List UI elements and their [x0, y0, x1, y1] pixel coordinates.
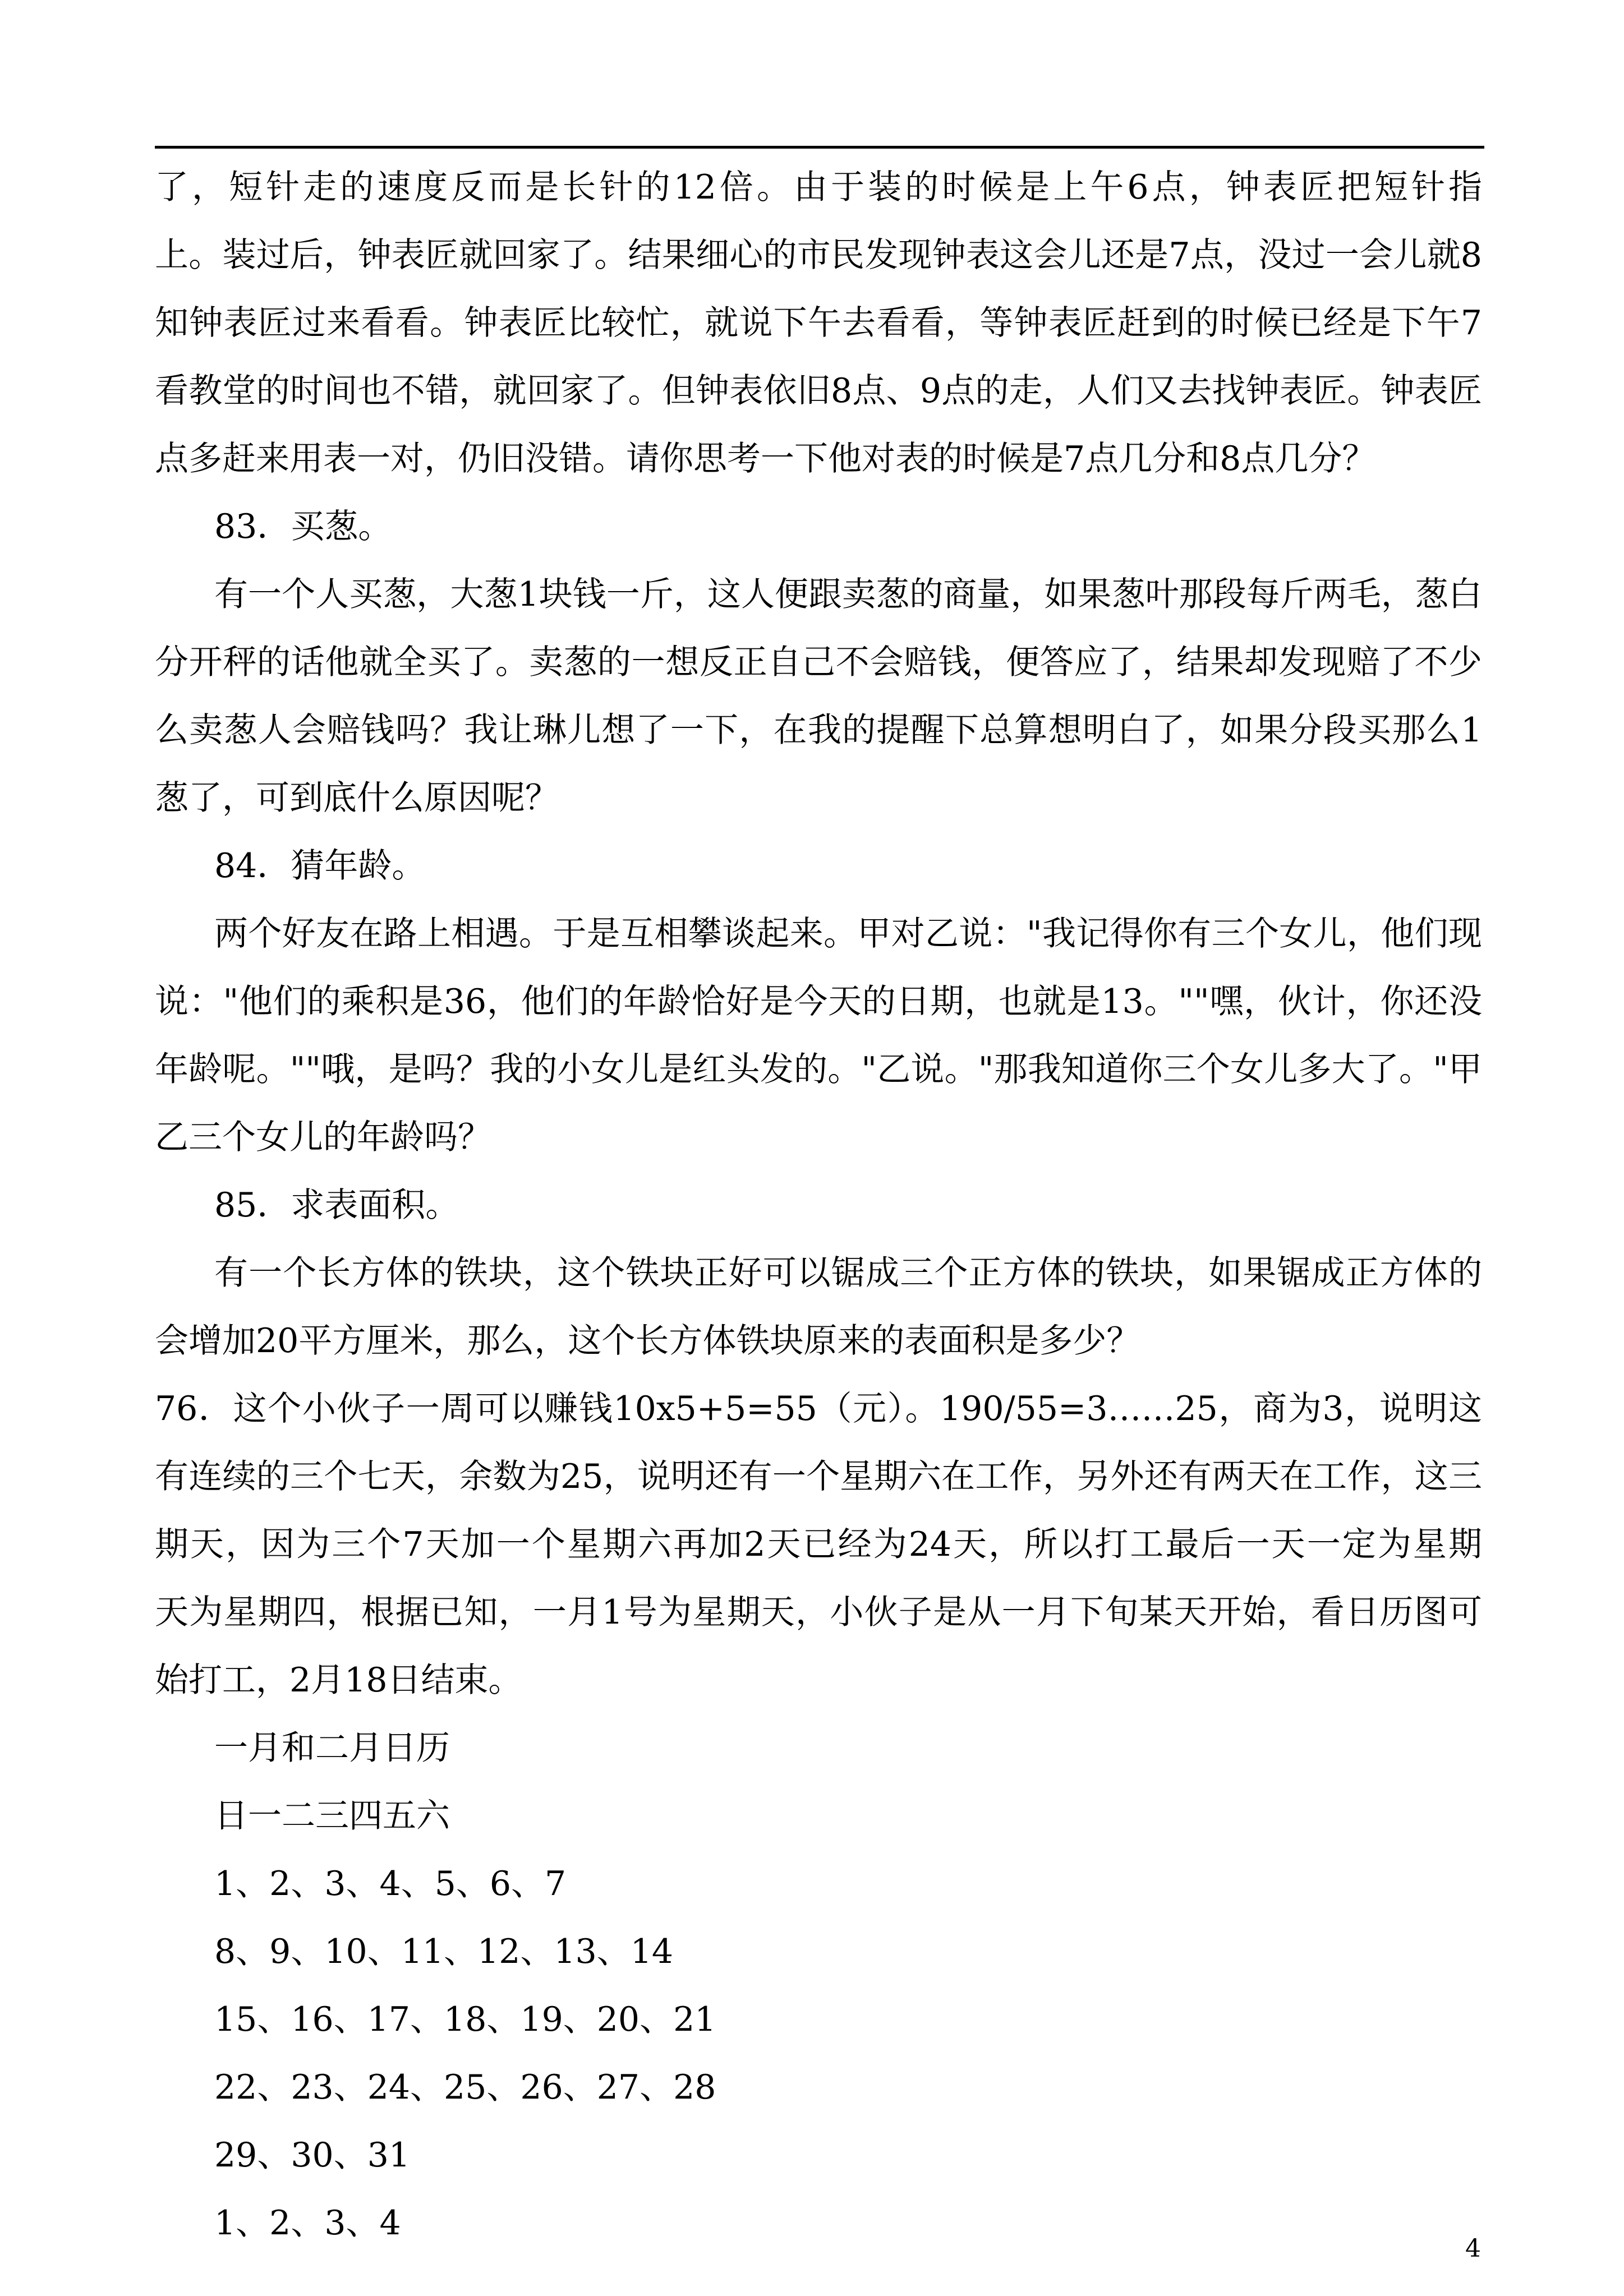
text-line: 说："他们的乘积是36，他们的年龄恰好是今天的日期，也就是13。""嘿，伙计，你还没 [155, 982, 1482, 1021]
text-line: 会增加20平方厘米，那么，这个长方体铁块原来的表面积是多少？ [155, 1321, 1140, 1361]
text-line: 84．猜年龄。 [214, 846, 426, 886]
text-line: 葱了，可到底什么原因呢？ [155, 778, 559, 818]
text-line: 年龄呢。""哦，是吗？我的小女儿是红头发的。"乙说。"那我知道你三个女儿多大了。"甲 [155, 1050, 1482, 1089]
text-line: 日一二三四五六 [214, 1796, 450, 1836]
text-line: 两个好友在路上相遇。于是互相攀谈起来。甲对乙说："我记得你有三个女儿，他们现 [214, 914, 1482, 953]
text-line: 有连续的三个七天，余数为25，说明还有一个星期六在工作，另外还有两天在工作，这三 [155, 1457, 1482, 1496]
text-line: 么卖葱人会赔钱吗？我让琳儿想了一下，在我的提醒下总算想明白了，如果分段买那么1 [155, 711, 1482, 750]
text-line: 期天，因为三个7天加一个星期六再加2天已经为24天，所以打工最后一天一定为星期 [155, 1525, 1482, 1564]
text-line: 点多赶来用表一对，仍旧没错。请你思考一下他对表的时候是7点几分和8点几分？ [155, 439, 1376, 478]
text-line: 29、30、31 [214, 2136, 411, 2175]
text-line: 分开秤的话他就全买了。卖葱的一想反正自己不会赔钱，便答应了，结果却发现赔了不少 [155, 643, 1482, 682]
text-line: 有一个长方体的铁块，这个铁块正好可以锯成三个正方体的铁块，如果锯成正方体的 [214, 1253, 1482, 1293]
text-line: 看教堂的时间也不错，就回家了。但钟表依旧8点、9点的走，人们又去找钟表匠。钟表匠 [155, 371, 1482, 411]
text-line: 83．买葱。 [214, 507, 392, 546]
text-line: 了，短针走的速度反而是长针的12倍。由于装的时候是上午6点，钟表匠把短针指 [155, 168, 1482, 207]
text-line: 有一个人买葱，大葱1块钱一斤，这人便跟卖葱的商量，如果葱叶那段每斤两毛，葱白 [214, 575, 1482, 614]
text-line: 知钟表匠过来看看。钟表匠比较忙，就说下午去看看，等钟表匠赶到的时候已经是下午7 [155, 303, 1482, 343]
text-line: 85．求表面积。 [214, 1186, 459, 1225]
text-line: 1、2、3、4、5、6、7 [214, 1864, 567, 1903]
document-body [155, 154, 1482, 2257]
header-rule [155, 146, 1484, 149]
text-line: 22、23、24、25、26、27、28 [214, 2068, 716, 2107]
text-line: 一月和二月日历 [214, 1728, 450, 1768]
text-line: 1、2、3、4 [214, 2203, 401, 2243]
text-line: 8、9、10、11、12、13、14 [214, 1932, 674, 1971]
text-line: 始打工，2月18日结束。 [155, 1661, 522, 1700]
text-line: 天为星期四，根据已知，一月1号为星期天，小伙子是从一月下旬某天开始，看日历图可 [155, 1593, 1482, 1632]
text-line: 上。装过后，钟表匠就回家了。结果细心的市民发现钟表这会儿还是7点，没过一会儿就8 [155, 236, 1482, 275]
text-line: 乙三个女儿的年龄吗？ [155, 1118, 491, 1157]
text-line: 15、16、17、18、19、20、21 [214, 2000, 716, 2039]
text-line: 76．这个小伙子一周可以赚钱10x5+5=55（元）。190/55=3……25，商为3，说明这 [155, 1389, 1482, 1428]
page-number: 4 [1465, 2234, 1481, 2263]
